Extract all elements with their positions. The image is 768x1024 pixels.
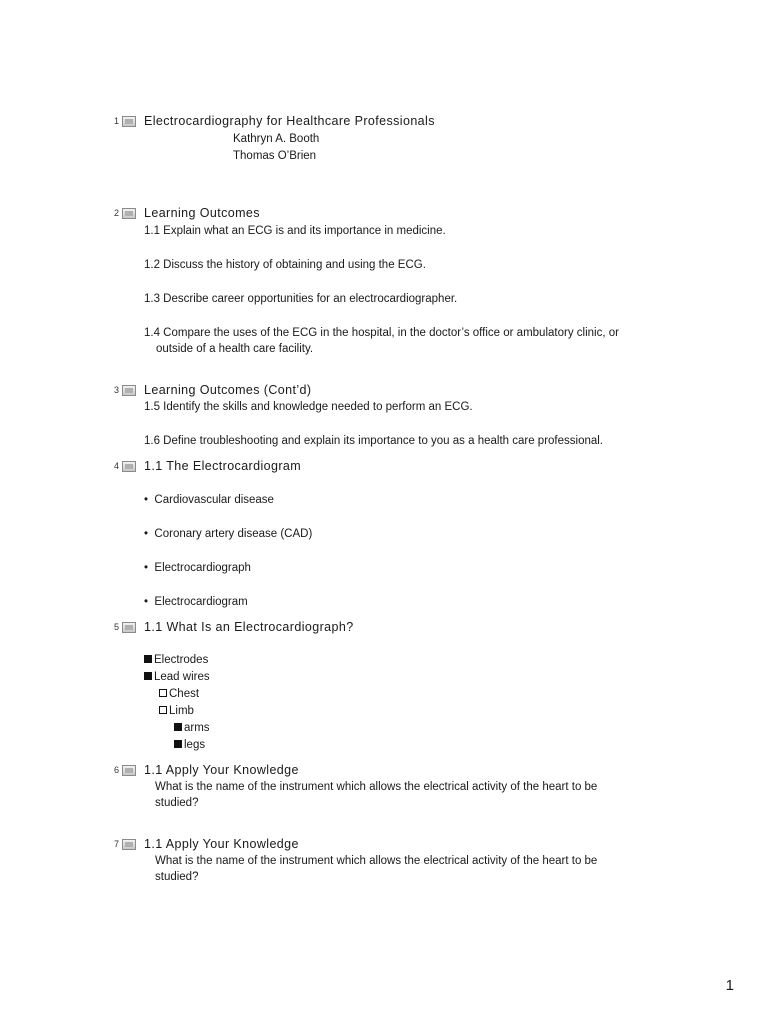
bullet-item: [144, 494, 274, 506]
page-number: 1: [725, 977, 734, 994]
outcome-item: 1.1 Explain what an ECG is and its importance in medicine.: [144, 225, 446, 237]
outcome-item: 1.5 Identify the skills and knowledge needed to perform an ECG.: [144, 401, 473, 413]
slide-number: 4: [113, 461, 119, 471]
slide-title: Learning Outcomes: [144, 206, 260, 220]
list-item-text: Electrodes: [154, 654, 209, 666]
outcome-item: 1.4 Compare the uses of the ECG in the hospital, in the doctor’s office or ambulatory clinic, or: [144, 327, 619, 339]
bullet-text: Cardiovascular disease: [154, 494, 274, 506]
filled-square-bullet-icon: [144, 655, 152, 663]
question-text-continued: studied?: [155, 797, 199, 809]
slide-thumbnail-icon: [122, 385, 136, 396]
slide-title: Electrocardiography for Healthcare Professionals: [144, 114, 435, 128]
bullet-icon: •: [144, 596, 149, 608]
slide-number: 1: [113, 116, 119, 126]
list-item: [174, 722, 210, 734]
list-item: [174, 739, 205, 751]
bullet-text: Electrocardiograph: [154, 562, 251, 574]
slide-number: 7: [113, 839, 119, 849]
slide-thumbnail-icon: [122, 765, 136, 776]
bullet-item: [144, 528, 312, 540]
filled-square-bullet-icon: [174, 723, 182, 731]
list-item: [159, 688, 199, 700]
slide-thumbnail-icon: [122, 116, 136, 127]
bullet-text: Electrocardiogram: [154, 596, 248, 608]
list-item-text: Chest: [169, 688, 200, 700]
list-item-text: Lead wires: [154, 671, 210, 683]
author-name: Kathryn A. Booth: [233, 133, 320, 145]
outcome-item: 1.6 Define troubleshooting and explain its importance to you as a health care professional.: [144, 435, 604, 447]
question-text: What is the name of the instrument which allows the electrical activity of the heart to be: [155, 781, 598, 793]
list-item-text: legs: [184, 739, 206, 751]
bullet-item: [144, 596, 248, 608]
outcome-item-continued: outside of a health care facility.: [156, 343, 314, 355]
author-name: Thomas O’Brien: [233, 150, 317, 162]
slide-number: 5: [113, 622, 119, 632]
slide-number: 2: [113, 208, 119, 218]
outcome-item: 1.2 Discuss the history of obtaining and using the ECG.: [144, 259, 426, 271]
bullet-icon: •: [144, 562, 149, 574]
slide-thumbnail-icon: [122, 622, 136, 633]
slide-title: 1.1 What Is an Electrocardiograph?: [144, 620, 354, 634]
list-item-text: arms: [184, 722, 210, 734]
bullet-icon: •: [144, 494, 149, 506]
outcome-item: 1.3 Describe career opportunities for an electrocardiographer.: [144, 293, 458, 305]
slide-number: 6: [113, 765, 119, 775]
slide-thumbnail-icon: [122, 839, 136, 850]
bullet-item: [144, 562, 251, 574]
filled-square-bullet-icon: [174, 740, 182, 748]
hollow-square-bullet-icon: [159, 689, 167, 697]
slide-thumbnail-icon: [122, 208, 136, 219]
bullet-text: Coronary artery disease (CAD): [154, 528, 313, 540]
slide-number: 3: [113, 385, 119, 395]
hollow-square-bullet-icon: [159, 706, 167, 714]
question-text-continued: studied?: [155, 871, 199, 883]
slide-title: 1.1 Apply Your Knowledge: [144, 837, 299, 851]
list-item: [144, 671, 210, 683]
question-text: What is the name of the instrument which allows the electrical activity of the heart to be: [155, 855, 598, 867]
list-item: [159, 705, 194, 717]
slide-thumbnail-icon: [122, 461, 136, 472]
bullet-icon: •: [144, 528, 149, 540]
list-item-text: Limb: [169, 705, 194, 717]
slide-title: 1.1 Apply Your Knowledge: [144, 763, 299, 777]
slide-title: 1.1 The Electrocardiogram: [144, 459, 302, 473]
list-item: [144, 654, 208, 666]
filled-square-bullet-icon: [144, 672, 152, 680]
slide-title: Learning Outcomes (Cont’d): [144, 383, 312, 397]
